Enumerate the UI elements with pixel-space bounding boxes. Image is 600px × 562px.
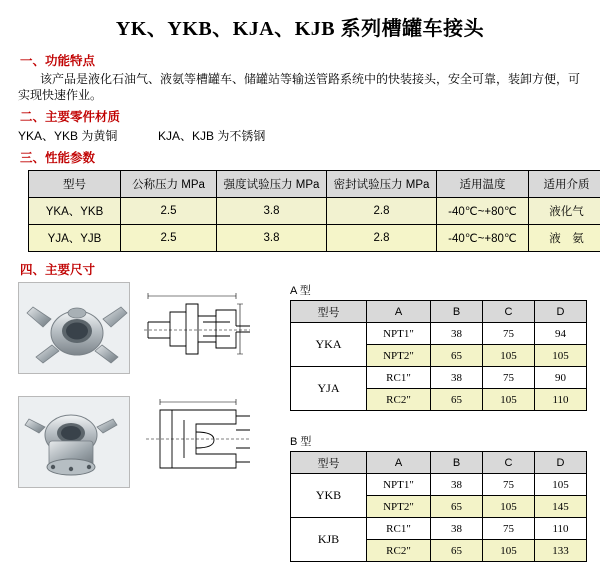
cell-c: 105: [483, 496, 535, 518]
drawing-type-a: [140, 282, 250, 372]
col-header-c: C: [483, 452, 535, 474]
cell-a: RC2": [367, 389, 431, 411]
cell-d: 94: [535, 323, 587, 345]
features-paragraph: 该产品是液化石油气、液氨等槽罐车、储罐站等输送管路系统中的快装接头，安全可靠，装卸方便，可实现快速作业。: [18, 71, 582, 103]
material-text-a: YKA、YKB 为黄铜: [18, 129, 117, 143]
cell-model: YKA、YKB: [29, 198, 121, 225]
cell-c: 105: [483, 345, 535, 367]
col-header-d: D: [535, 452, 587, 474]
cell-medium: 液化气: [529, 198, 600, 225]
cell-model: YJA、YJB: [29, 225, 121, 252]
cell-a: NPT2": [367, 496, 431, 518]
cell-b: 38: [431, 323, 483, 345]
col-header-seal-test: 密封试验压力 MPa: [327, 171, 437, 198]
dimension-label-a: A 型: [290, 282, 587, 298]
cell-nominal-pressure: 2.5: [121, 198, 217, 225]
cell-nominal-pressure: 2.5: [121, 225, 217, 252]
col-header-a: A: [367, 301, 431, 323]
cell-c: 75: [483, 474, 535, 496]
section-heading-dimensions: 四、主要尺寸: [20, 260, 600, 278]
drawing-type-b-image: [140, 394, 250, 484]
performance-table: [28, 170, 600, 252]
cell-b: 65: [431, 496, 483, 518]
cell-d: 133: [535, 540, 587, 562]
table-row: [291, 367, 587, 389]
table-row: [291, 323, 587, 345]
cell-temperature: -40℃~+80℃: [437, 225, 529, 252]
cell-b: 65: [431, 540, 483, 562]
cell-d: 110: [535, 389, 587, 411]
cell-b: 65: [431, 389, 483, 411]
table-header-row: [29, 171, 600, 198]
cell-d: 145: [535, 496, 587, 518]
col-header-c: C: [483, 301, 535, 323]
cell-seal-test: 2.8: [327, 225, 437, 252]
cell-b: 38: [431, 367, 483, 389]
table-row: [291, 518, 587, 540]
table-row: [29, 225, 600, 252]
table-header-row: [291, 301, 587, 323]
col-header-a: A: [367, 452, 431, 474]
photo-coupling-a-image: [19, 283, 129, 373]
col-header-b: B: [431, 452, 483, 474]
col-header-model: 型号: [29, 171, 121, 198]
col-header-strength-test: 强度试验压力 MPa: [217, 171, 327, 198]
col-header-b: B: [431, 301, 483, 323]
cell-medium: 液 氨: [529, 225, 600, 252]
cell-c: 75: [483, 323, 535, 345]
cell-a: RC1": [367, 367, 431, 389]
cell-temperature: -40℃~+80℃: [437, 198, 529, 225]
cell-model: YKB: [291, 474, 367, 518]
cell-strength-test: 3.8: [217, 198, 327, 225]
cell-b: 65: [431, 345, 483, 367]
cell-a: NPT1": [367, 323, 431, 345]
dimension-block-a: [290, 282, 587, 411]
cell-c: 105: [483, 389, 535, 411]
cell-c: 75: [483, 367, 535, 389]
cell-c: 75: [483, 518, 535, 540]
col-header-d: D: [535, 301, 587, 323]
cell-d: 105: [535, 345, 587, 367]
drawing-column: [140, 282, 250, 484]
col-header-model: 型号: [291, 452, 367, 474]
col-header-nominal-pressure: 公称压力 MPa: [121, 171, 217, 198]
dimension-table-a: [290, 300, 587, 411]
table-row: [29, 198, 600, 225]
cell-d: 110: [535, 518, 587, 540]
cell-a: RC2": [367, 540, 431, 562]
table-header-row: [291, 452, 587, 474]
col-header-model: 型号: [291, 301, 367, 323]
cell-model: KJB: [291, 518, 367, 562]
cell-a: NPT1": [367, 474, 431, 496]
col-header-temperature: 适用温度: [437, 171, 529, 198]
material-line: [18, 127, 600, 144]
photo-coupling-b: [18, 396, 130, 488]
section-heading-material: 二、主要零件材质: [20, 107, 600, 125]
photo-coupling-a: [18, 282, 130, 374]
material-text-b: KJA、KJB 为不锈钢: [158, 129, 265, 143]
cell-strength-test: 3.8: [217, 225, 327, 252]
dimension-label-b: B 型: [290, 433, 587, 449]
cell-d: 105: [535, 474, 587, 496]
section-heading-features: 一、功能特点: [20, 51, 600, 69]
dimension-block-b: [290, 433, 587, 562]
drawing-type-b: [140, 394, 250, 484]
cell-c: 105: [483, 540, 535, 562]
cell-a: NPT2": [367, 345, 431, 367]
cell-a: RC1": [367, 518, 431, 540]
dimension-tables-column: [290, 282, 587, 562]
col-header-medium: 适用介质: [529, 171, 600, 198]
table-row: [291, 474, 587, 496]
cell-b: 38: [431, 518, 483, 540]
photo-column: [18, 282, 130, 488]
cell-seal-test: 2.8: [327, 198, 437, 225]
photo-coupling-b-image: [19, 397, 129, 487]
section-heading-performance: 三、性能参数: [20, 148, 600, 166]
page-title: YK、YKB、KJA、KJB 系列槽罐车接头: [0, 0, 600, 47]
cell-model: YKA: [291, 323, 367, 367]
cell-b: 38: [431, 474, 483, 496]
cell-d: 90: [535, 367, 587, 389]
dimension-table-b: [290, 451, 587, 562]
cell-model: YJA: [291, 367, 367, 411]
drawing-type-a-image: [140, 282, 250, 372]
